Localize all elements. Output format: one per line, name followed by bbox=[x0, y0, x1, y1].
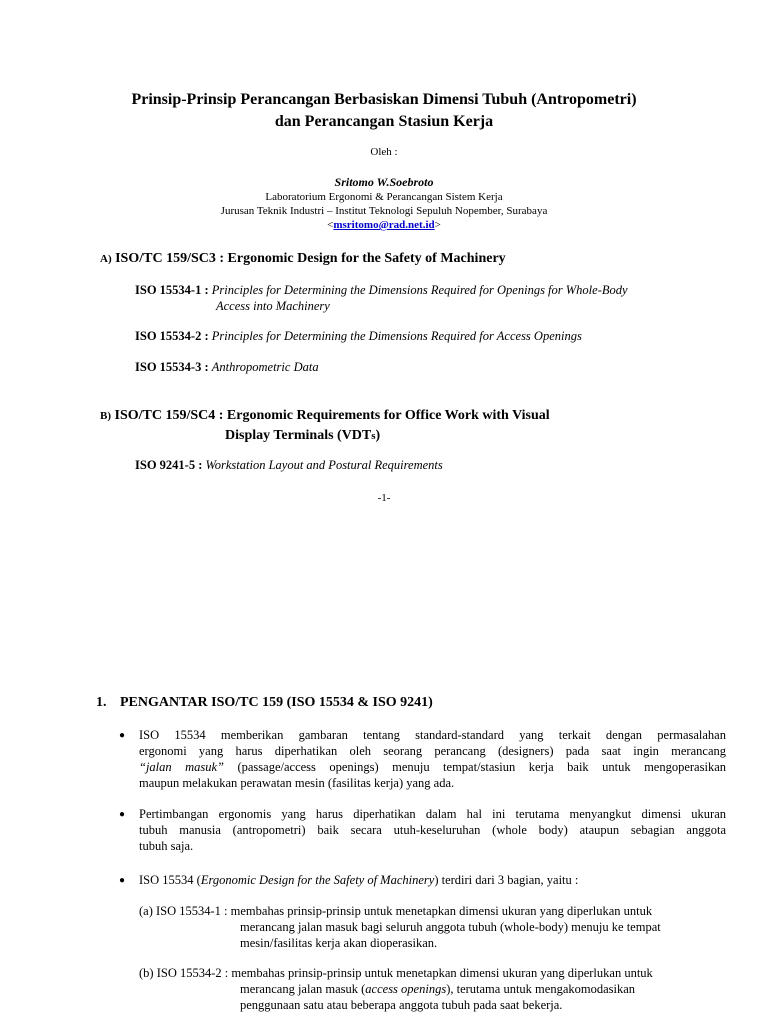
section-a-heading bbox=[100, 249, 506, 269]
iso-item-9241-5 bbox=[135, 457, 443, 473]
iso-desc: Principles for Determining the Dimensions Required for Openings for Whole-Body bbox=[211, 283, 628, 297]
italic-term: access openings bbox=[365, 982, 447, 996]
iso-desc: Workstation Layout and Postural Requirements bbox=[205, 458, 443, 472]
section-b-title-part: s bbox=[371, 430, 376, 442]
paragraph-line: mesin/fasilitas kerja akan dioperasikan. bbox=[240, 936, 438, 950]
iso-sep: : bbox=[198, 458, 206, 472]
line-text: ISO 15534 ( bbox=[139, 873, 201, 887]
iso-item-15534-1 bbox=[135, 282, 695, 314]
byline: Oleh : bbox=[370, 146, 398, 158]
paragraph-line: penggunaan satu atau beberapa anggota tubuh pada saat bekerja. bbox=[240, 998, 563, 1012]
iso-item-15534-3 bbox=[135, 359, 319, 375]
subitem-b bbox=[139, 965, 726, 1013]
chapter-title: PENGANTAR ISO/TC 159 (ISO 15534 & ISO 9241) bbox=[120, 695, 433, 710]
title-line-1: Prinsip-Prinsip Perancangan Berbasiskan Dimensi Tubuh (Antropometri) bbox=[131, 91, 637, 108]
line-text: ) terdiri dari 3 bagian, yaitu : bbox=[434, 873, 579, 887]
iso-item-15534-2 bbox=[135, 328, 582, 344]
section-b-title-line-2 bbox=[100, 426, 550, 446]
chapter-number: 1. bbox=[96, 695, 107, 710]
title-line-2: dan Perancangan Stasiun Kerja bbox=[274, 113, 494, 130]
bullet-paragraph-3 bbox=[139, 872, 578, 888]
iso-code: ISO 15534-1 : bbox=[135, 283, 212, 297]
paragraph-line: tubuh manusia (antropometri) baik secara utuh-keseluruhan (whole body) ataupun sebagian anggota bbox=[139, 823, 726, 837]
bullet-dot: ● bbox=[119, 730, 126, 741]
section-b-heading bbox=[100, 406, 550, 446]
paragraph-line bbox=[139, 759, 726, 775]
bullet-dot: ● bbox=[119, 875, 126, 886]
author-email-link[interactable]: msritomo@rad.net.id bbox=[333, 219, 435, 231]
iso-code: ISO 9241-5 bbox=[135, 458, 199, 472]
paragraph-line bbox=[139, 981, 726, 997]
iso-desc: Principles for Determining the Dimensions Required for Access Openings bbox=[211, 329, 582, 343]
iso-code: ISO 15534-2 : bbox=[135, 329, 212, 343]
author-email-line bbox=[0, 218, 768, 232]
subitem-label: (a) ISO 15534-1 : bbox=[139, 904, 231, 918]
author-block bbox=[0, 175, 768, 232]
paragraph-line: merancang jalan masuk bagi seluruh anggota tubuh (whole-body) menuju ke tempat bbox=[240, 920, 661, 934]
bullet-dot: ● bbox=[119, 809, 126, 820]
document-title bbox=[0, 89, 768, 133]
bullet-paragraph-2 bbox=[139, 806, 726, 854]
page-number: -1- bbox=[377, 492, 391, 504]
paragraph-line: maupun melakukan perawatan mesin (fasilitas kerja) yang ada. bbox=[139, 776, 455, 790]
italic-term: “jalan masuk” bbox=[139, 760, 224, 774]
line-text: merancang jalan masuk ( bbox=[240, 982, 366, 996]
section-b-prefix: B) bbox=[100, 410, 111, 422]
email-close: > bbox=[434, 219, 441, 231]
email-open: < bbox=[327, 219, 334, 231]
section-b-title-part: Display Terminals (VDT bbox=[225, 428, 372, 443]
author-lab: Laboratorium Ergonomi & Perancangan Sistem Kerja bbox=[265, 191, 503, 203]
iso-code: ISO 15534-3 : bbox=[135, 360, 212, 374]
italic-term: Ergonomic Design for the Safety of Machinery bbox=[200, 873, 435, 887]
iso-desc-continuation: Access into Machinery bbox=[216, 299, 330, 313]
paragraph-line: membahas prinsip-prinsip untuk menetapkan dimensi ukuran yang diperlukan untuk bbox=[230, 904, 653, 918]
section-a-title: ISO/TC 159/SC3 : Ergonomic Design for the Safety of Machinery bbox=[115, 251, 506, 266]
bullet-paragraph-1 bbox=[139, 727, 726, 791]
paragraph-line: ISO 15534 memberikan gambaran tentang standard-standard yang terkait dengan permasalahan bbox=[139, 728, 726, 742]
paragraph-line: Pertimbangan ergonomis yang harus diperhatikan dalam hal ini terutama menyangkut dimensi ukuran bbox=[139, 807, 726, 821]
author-name: Sritomo W.Soebroto bbox=[334, 175, 434, 189]
section-b-title-line-1: ISO/TC 159/SC4 : Ergonomic Requirements for Office Work with Visual bbox=[114, 408, 550, 423]
line-text: (passage/access openings) menuju tempat/stasiun kerja baik untuk mengoperasikan bbox=[224, 760, 726, 774]
subitem-label: (b) ISO 15534-2 : bbox=[139, 966, 232, 980]
paragraph-line: ergonomi yang harus diperhatikan oleh seorang perancang (designers) pada saat ingin merancang bbox=[139, 744, 726, 758]
author-dept: Jurusan Teknik Industri – Institut Teknologi Sepuluh Nopember, Surabaya bbox=[220, 205, 548, 217]
iso-desc: Anthropometric Data bbox=[211, 360, 319, 374]
line-text: ), terutama untuk mengakomodasikan bbox=[446, 982, 636, 996]
section-b-title-part: ) bbox=[375, 428, 381, 443]
subitem-a bbox=[139, 903, 726, 951]
paragraph-line: tubuh saja. bbox=[139, 839, 194, 853]
paragraph-line: membahas prinsip-prinsip untuk menetapkan dimensi ukuran yang diperlukan untuk bbox=[231, 966, 653, 980]
section-a-prefix: A) bbox=[100, 253, 112, 265]
chapter-heading bbox=[96, 693, 433, 712]
